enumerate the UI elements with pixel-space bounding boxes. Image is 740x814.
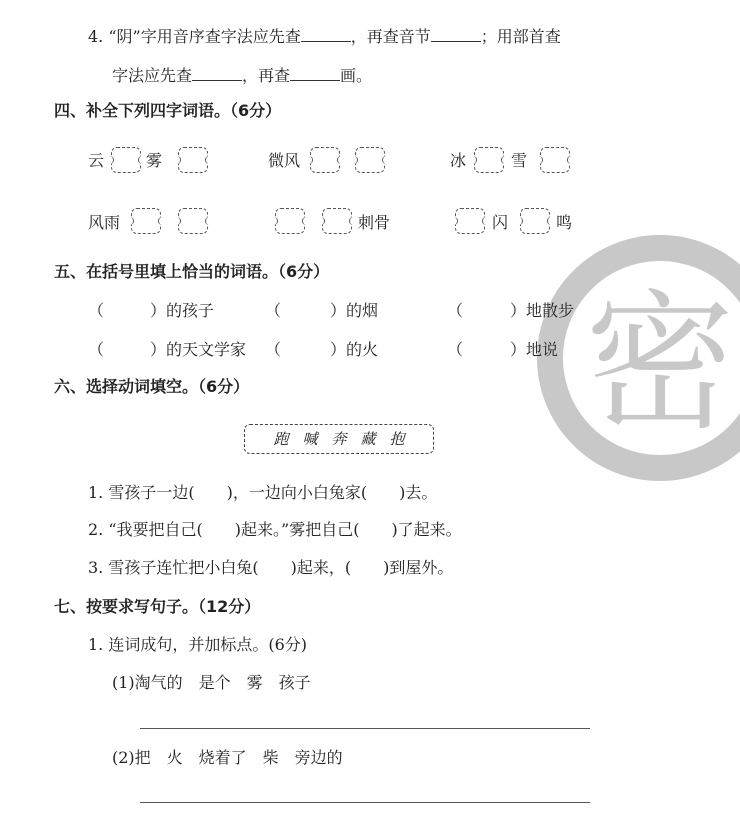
sentence-3: 3. 雪孩子连忙把小白兔( )起来，( )到屋外。 — [88, 558, 454, 577]
q7-1-prompt: 1. 连词成句，并加标点。(6分) — [88, 635, 308, 654]
word-wu: 雾 — [146, 151, 163, 170]
idiom-box[interactable] — [178, 147, 208, 173]
idiom-box[interactable] — [520, 208, 550, 234]
blank[interactable] — [192, 66, 242, 81]
word-bank-item: 跑 — [273, 430, 289, 448]
q4-line2: 字法应先查 ，再查 画。 — [112, 66, 373, 85]
section6-heading: 六、选择动词填空。（6分） — [54, 377, 250, 396]
word-bank — [244, 424, 434, 454]
q7-1-words-1: (1)淘气的 是个 雾 孩子 — [112, 673, 311, 692]
paren-open: （ — [447, 340, 464, 359]
idiom-box[interactable] — [322, 208, 352, 234]
word-bank-item: 奔 — [331, 430, 347, 448]
idiom-box[interactable] — [178, 208, 208, 234]
paren-open: （ — [265, 301, 282, 320]
fill-phrase: ）地说 — [510, 340, 559, 359]
paren-open: （ — [88, 340, 105, 359]
fill-phrase: ）的火 — [330, 340, 379, 359]
idiom-box[interactable] — [540, 147, 570, 173]
idiom-box[interactable] — [131, 208, 161, 234]
paren-open: （ — [265, 340, 282, 359]
idiom-box[interactable] — [355, 147, 385, 173]
word-yun: 云 — [88, 151, 105, 170]
paren-open: （ — [88, 301, 105, 320]
seal-watermark — [520, 240, 740, 480]
blank[interactable] — [290, 66, 340, 81]
answer-line[interactable] — [140, 728, 590, 729]
word-shan: 闪 — [492, 213, 509, 232]
fill-phrase: ）的烟 — [330, 301, 379, 320]
answer-line[interactable] — [140, 802, 590, 803]
q4-line1: 4. “阴”字用音序查字法应先查 ，再查音节 ；用部首查 — [88, 27, 561, 46]
word-ming: 鸣 — [556, 213, 573, 232]
fill-phrase: ）的孩子 — [150, 301, 215, 320]
idiom-box[interactable] — [474, 147, 504, 173]
section7-heading: 七、按要求写句子。（12分） — [54, 597, 261, 616]
word-bing: 冰 — [450, 151, 467, 170]
fill-phrase: ）地散步 — [510, 301, 575, 320]
paren-open: （ — [447, 301, 464, 320]
idiom-box[interactable] — [111, 147, 141, 173]
sentence-1: 1. 雪孩子一边( )，一边向小白兔家( )去。 — [88, 483, 438, 502]
idiom-box[interactable] — [455, 208, 485, 234]
word-xue: 雪 — [511, 151, 528, 170]
fill-phrase: ）的天文学家 — [150, 340, 247, 359]
sentence-2: 2. “我要把自己( )起来。”雾把自己( )了起来。 — [88, 520, 462, 539]
section5-heading: 五、在括号里填上恰当的词语。（6分） — [54, 262, 330, 281]
idiom-box[interactable] — [310, 147, 340, 173]
blank[interactable] — [431, 27, 481, 42]
section4-heading: 四、补全下列四字词语。（6分） — [54, 101, 282, 120]
idiom-box[interactable] — [275, 208, 305, 234]
word-bank-item: 喊 — [302, 430, 318, 448]
word-bank-item: 抱 — [389, 430, 405, 448]
word-bank-item: 藏 — [360, 430, 376, 448]
word-cigu: 刺骨 — [358, 213, 391, 232]
blank[interactable] — [301, 27, 351, 42]
seal-character: 密 — [585, 277, 736, 451]
word-weifeng: 微风 — [268, 151, 301, 170]
word-fengyu: 风雨 — [88, 213, 121, 232]
q7-1-words-2: (2)把 火 烧着了 柴 旁边的 — [112, 748, 343, 767]
